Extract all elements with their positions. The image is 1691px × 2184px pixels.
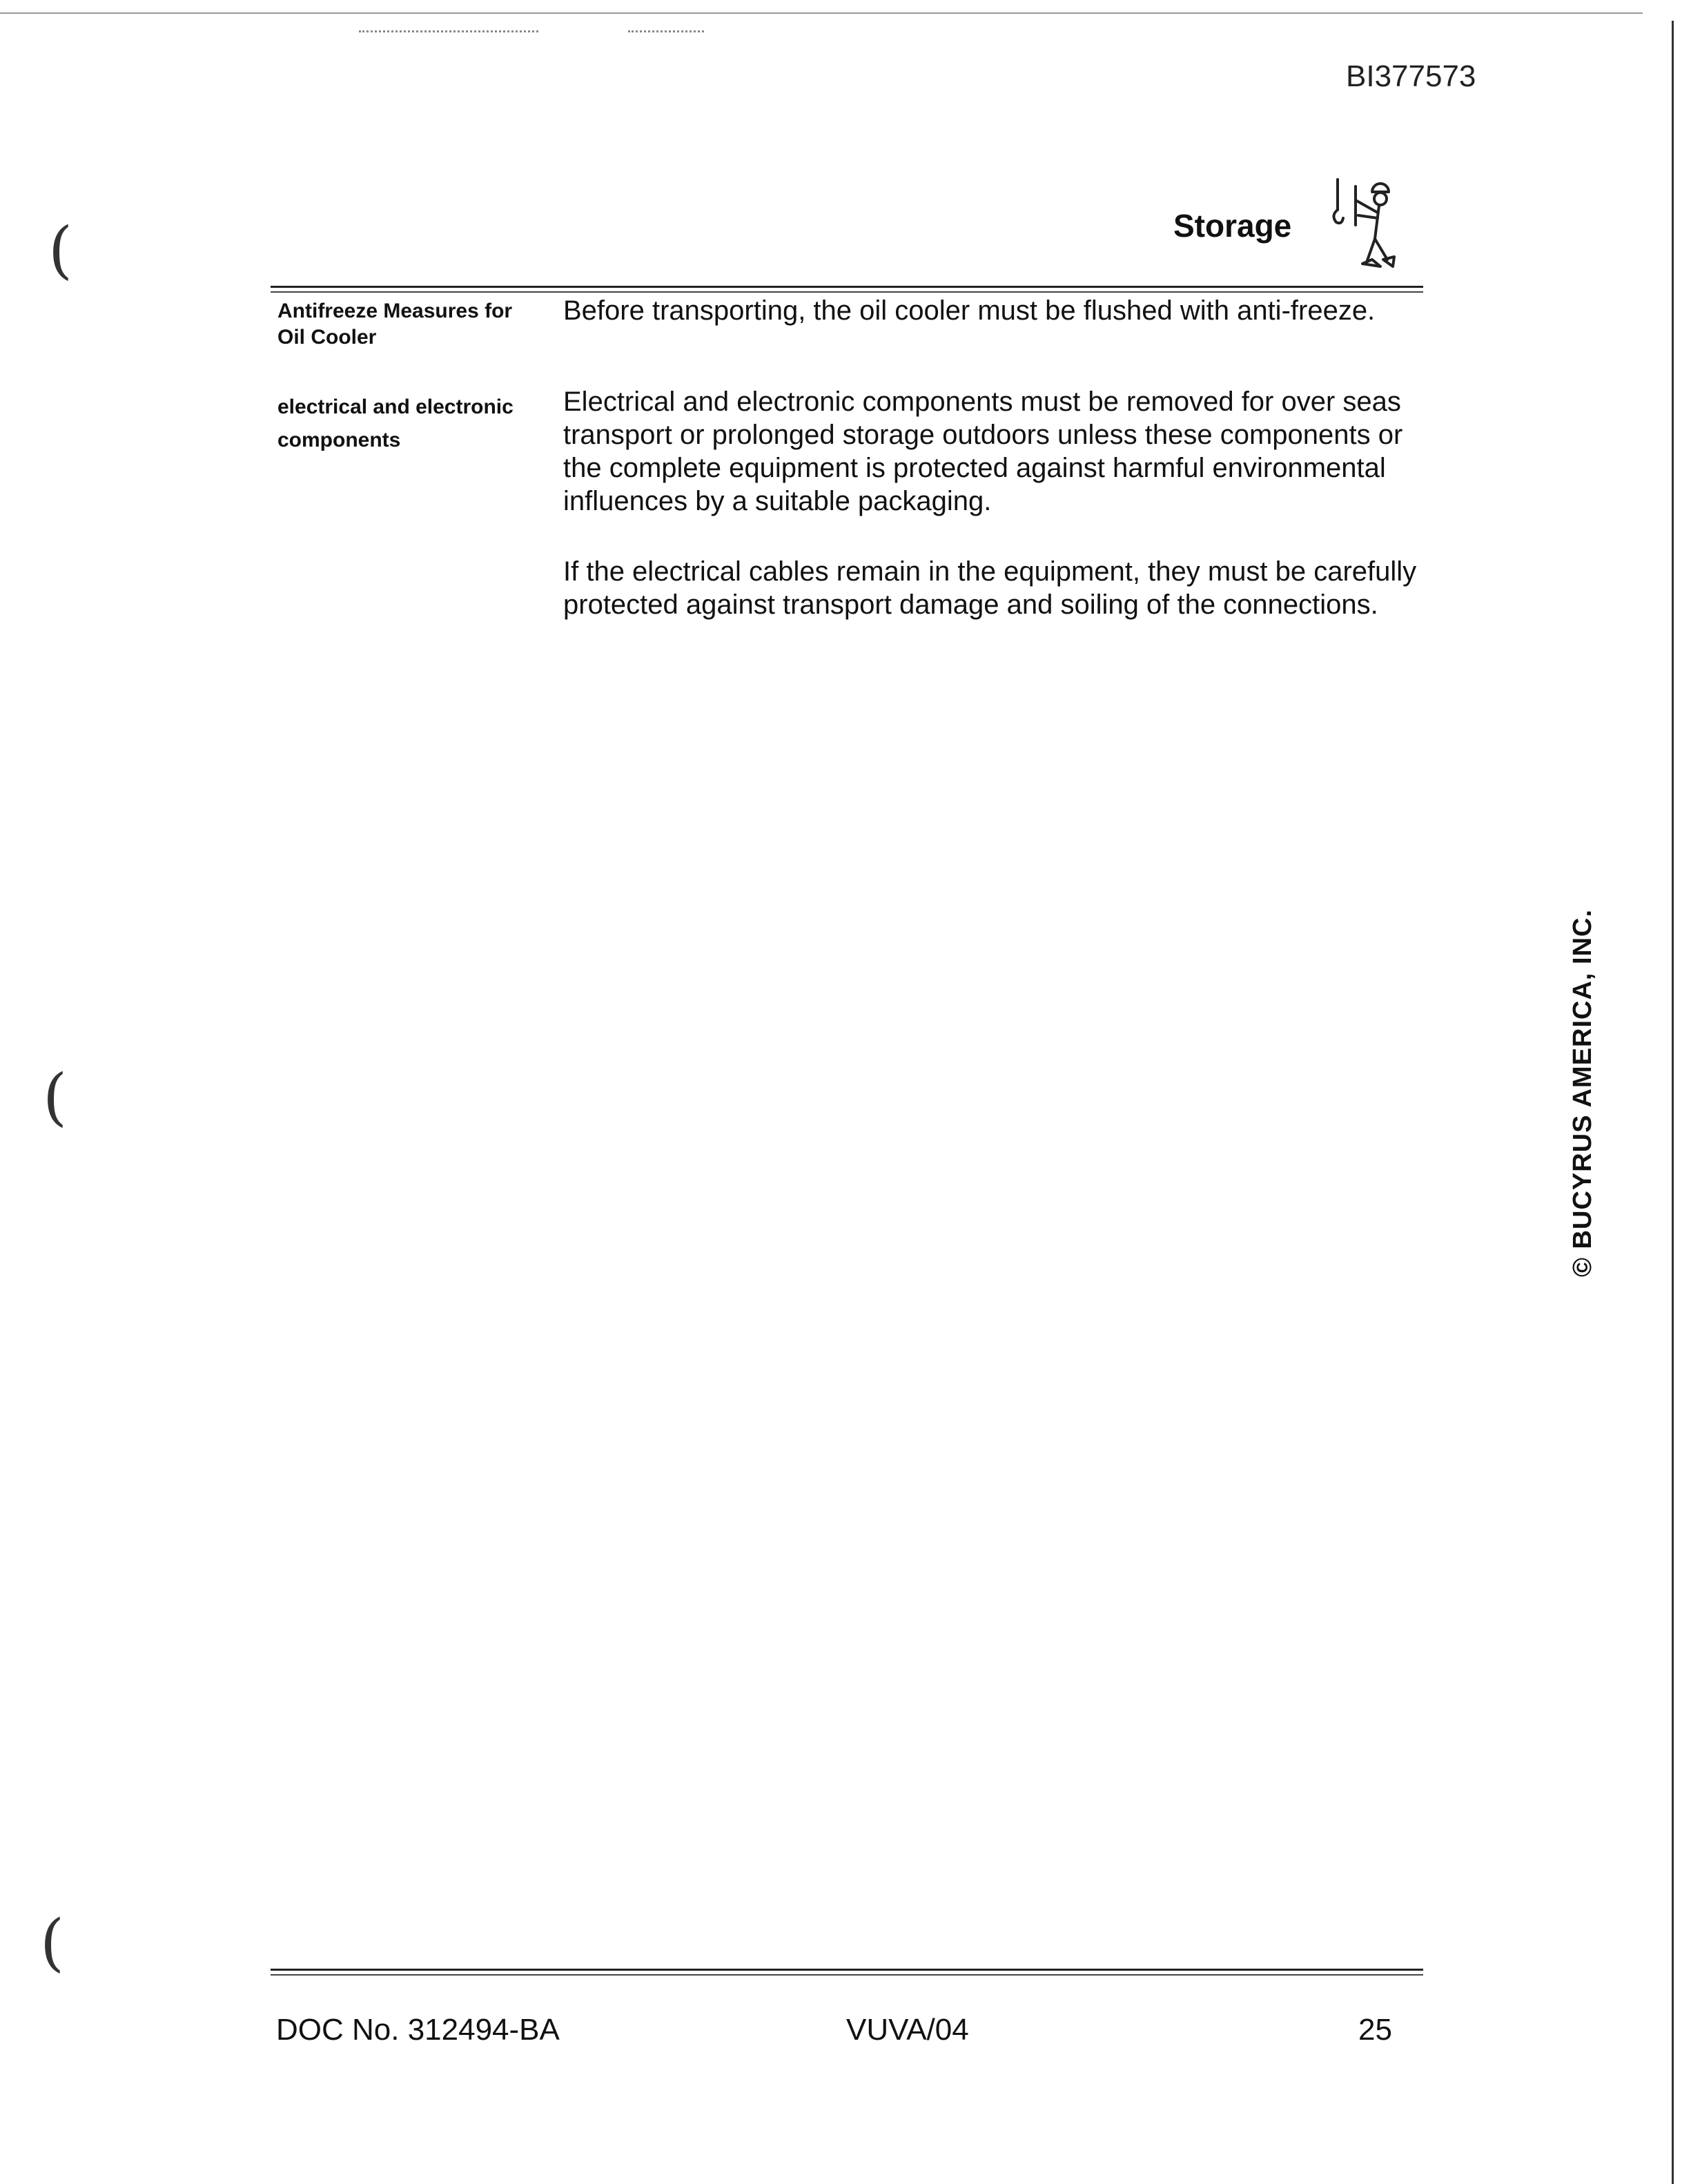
punch-hole-mark: ( — [43, 1061, 68, 1133]
entry-label-electrical: electrical and electronic components — [277, 396, 514, 451]
page-number: 25 — [1358, 2013, 1392, 2047]
header-rule — [271, 286, 1423, 288]
doc-number: DOC No. 312494-BA — [276, 2013, 560, 2047]
entry-text-electrical-removal: Electrical and electronic components must be removed for over seas transport or prolonged storage outdoors unless these components or the complete equipment is protected against harmful environmental influences by a suitable packaging. — [563, 387, 1403, 516]
copyright-notice: © BUCYRUS AMERICA, INC. — [1568, 908, 1597, 1277]
document-id: BI377573 — [1346, 59, 1476, 93]
scan-noise — [628, 30, 704, 32]
revision-code: VUVA/04 — [846, 2013, 969, 2047]
entry-text-electrical-cables: If the electrical cables remain in the equipment, they must be carefully protected against transport damage and soiling of the connections. — [563, 556, 1417, 620]
scan-noise — [359, 30, 538, 32]
punch-hole-mark: ( — [48, 214, 73, 286]
worker-with-hook-icon — [1324, 177, 1400, 273]
scan-edge-line — [0, 12, 1643, 14]
entry-label-antifreeze: Antifreeze Measures for Oil Cooler — [277, 300, 513, 349]
footer-rule — [271, 1974, 1423, 1976]
punch-hole-mark: ( — [40, 1907, 65, 1979]
entry-text-antifreeze: Before transporting, the oil cooler must be flushed with anti-freeze. — [563, 295, 1376, 326]
header-rule — [271, 291, 1423, 293]
scan-page-edge — [1672, 21, 1674, 2184]
section-title: Storage — [1173, 208, 1292, 244]
footer-rule — [271, 1969, 1423, 1971]
